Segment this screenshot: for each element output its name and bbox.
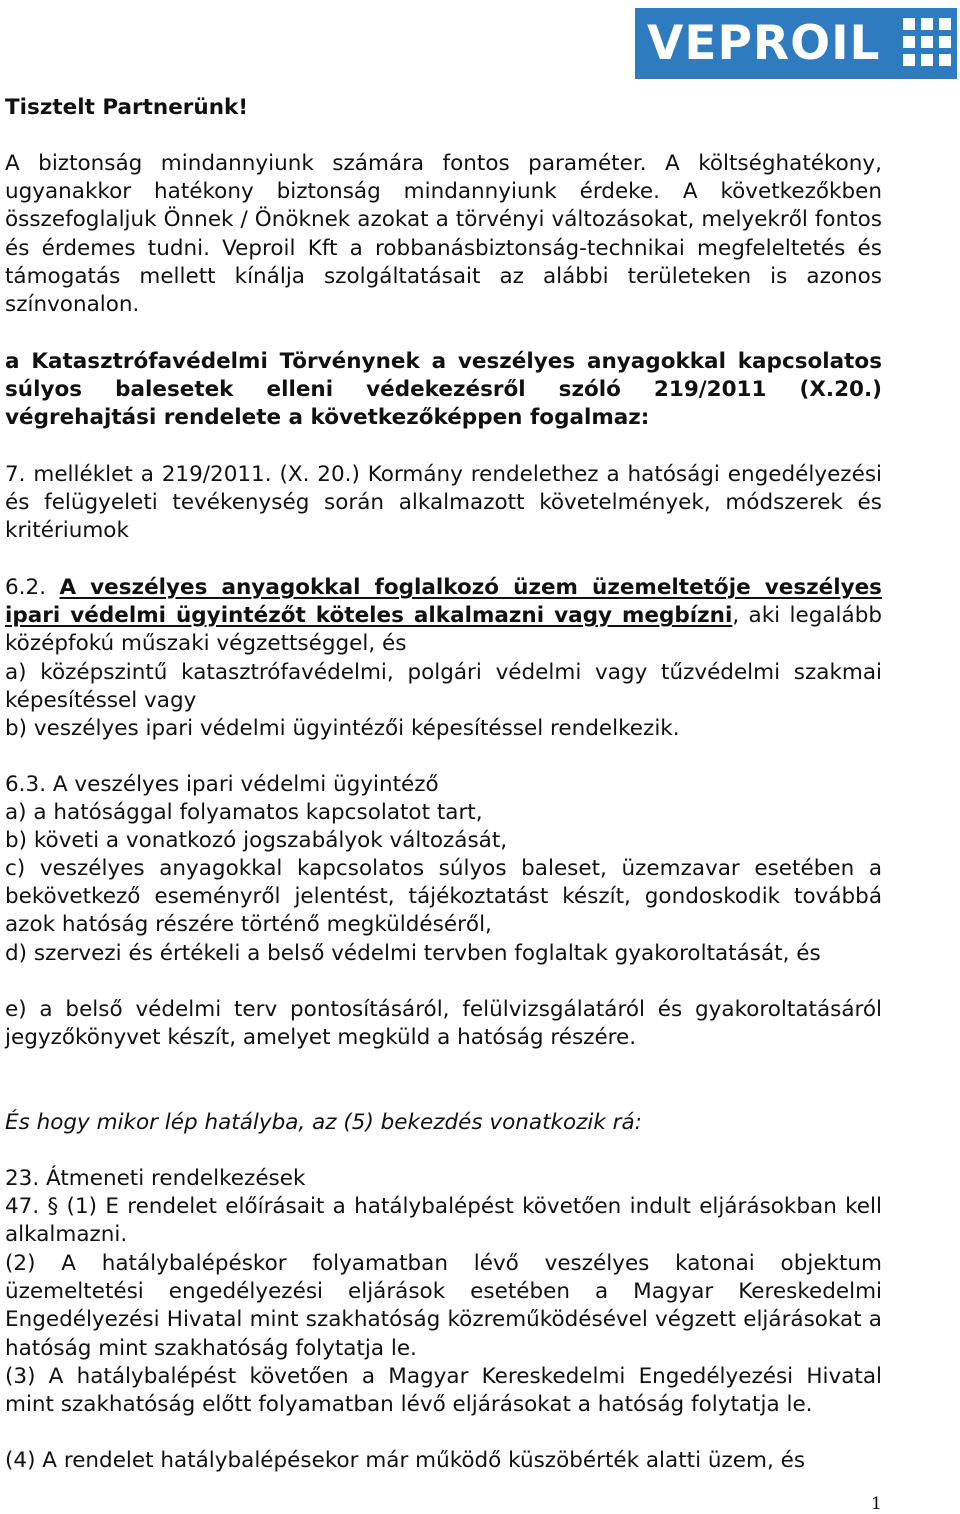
section-6-2-a: a) középszintű katasztrófavédelmi, polgári védelmi vagy tűzvédelmi szakmai képesítéssel vagy <box>5 660 882 714</box>
logo-text: VEPROIL <box>647 16 881 71</box>
section-6-2 <box>5 574 882 659</box>
section-6-2-b: b) veszélyes ipari védelmi ügyintézői képesítéssel rendelkezik. <box>5 716 680 741</box>
section-6-2-number: 6.2. <box>5 575 60 600</box>
greeting: Tisztelt Partnerünk! <box>5 95 249 120</box>
section-47-3: (3) A hatálybalépést követően a Magyar Kereskedelmi Engedélyezési Hivatal mint szakhatóság előtt folyamatban lévő eljárásokat a hatóság folytatja le. <box>5 1364 882 1418</box>
section-23-title: 23. Átmeneti rendelkezések <box>5 1166 306 1191</box>
section-6-3-c: c) veszélyes anyagokkal kapcsolatos súlyos baleset, üzemzavar esetében a bekövetkező eseményről jelentést, tájékoztatást készít, gondoskodik továbbá azok hatóság részére történő megküldéséről, <box>5 856 882 938</box>
section-47-4: (4) A rendelet hatálybalépésekor már működő küszöbérték alatti üzem, és <box>5 1448 806 1473</box>
section-6-3-e: e) a belső védelmi terv pontosításáról, felülvizsgálatáról és gyakoroltatásáról jegyzőkönyvet készít, amelyet megküld a hatóság részére. <box>5 997 882 1051</box>
logo-grid-icon <box>903 14 953 74</box>
law-heading: a Katasztrófavédelmi Törvénynek a veszélyes anyagokkal kapcsolatos súlyos balesetek elleni védekezésről szóló 219/2011 (X.20.) végrehajtási rendelete a következőképpen fogalmaz: <box>5 349 882 431</box>
section-6-3-title: 6.3. A veszélyes ipari védelmi ügyintéző <box>5 772 439 797</box>
section-47-2: (2) A hatálybalépéskor folyamatban lévő veszélyes katonai objektum üzemeltetési engedélyezési eljárások esetében a Magyar Kereskedelmi Engedélyezési Hivatal mint szakhatóság közreműködésével végzett eljárásokat a hatóság mint szakhatóság folytatja le. <box>5 1251 882 1361</box>
section-6-3-b: b) követi a vonatkozó jogszabályok változását, <box>5 828 508 853</box>
page-number: 1 <box>871 1494 882 1514</box>
annex-paragraph: 7. melléklet a 219/2011. (X. 20.) Kormány rendelethez a hatósági engedélyezési és felügyeleti tevékenység során alkalmazott követelmények, módszerek és kritériumok <box>5 462 882 544</box>
effective-date-question: És hogy mikor lép hatályba, az (5) bekezdés vonatkozik rá: <box>5 1110 642 1135</box>
veproil-logo <box>635 8 957 79</box>
intro-paragraph: A biztonság mindannyiunk számára fontos paraméter. A költséghatékony, ugyanakkor hatékony biztonság mindannyiunk érdeke. A következőkben összefoglaljuk Önnek / Önöknek azokat a törvényi változásokat, melyekről fontos és érdemes tudni. Veproil Kft a robbanásbiztonság-technikai megfeleltetés és támogatás mellett kínálja szolgáltatásait az alábbi területeken is azonos színvonalon. <box>5 151 882 318</box>
section-6-3-d: d) szervezi és értékeli a belső védelmi tervben foglaltak gyakoroltatását, és <box>5 941 821 966</box>
section-47-1: 47. § (1) E rendelet előírásait a hatálybalépést követően indult eljárásokban kell alkalmazni. <box>5 1194 882 1248</box>
section-6-2-rest: , aki legalább középfokú műszaki végzettséggel, és <box>5 603 882 657</box>
section-6-2-obligation: A veszélyes anyagokkal foglalkozó üzem üzemeltetője veszélyes ipari védelmi ügyintézőt köteles alkalmazni vagy megbízni <box>5 575 882 629</box>
section-6-3-a: a) a hatósággal folyamatos kapcsolatot tart, <box>5 800 483 825</box>
